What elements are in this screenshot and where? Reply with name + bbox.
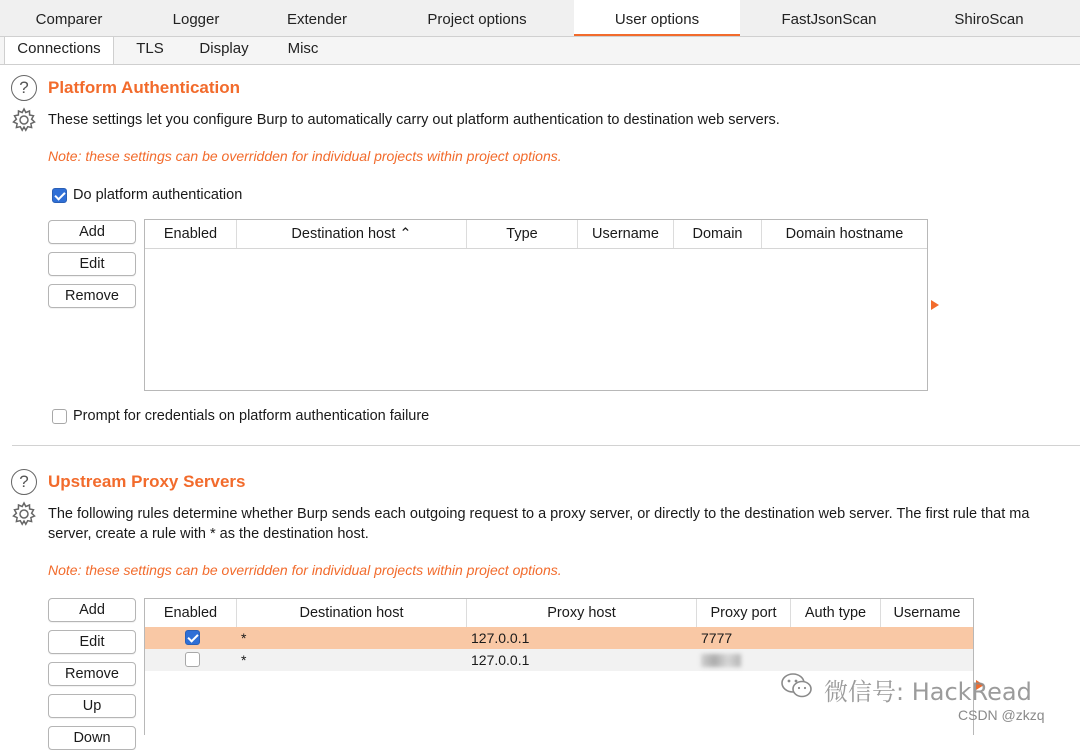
platform-auth-table[interactable] xyxy=(144,219,928,391)
tab-user-options[interactable]: User options xyxy=(574,0,740,36)
tab-shiroscan[interactable]: ShiroScan xyxy=(954,11,1024,28)
table-row[interactable] xyxy=(145,627,973,649)
column-auth-type[interactable]: Auth type xyxy=(791,599,881,627)
column-domain-hostname[interactable]: Domain hostname xyxy=(785,226,904,242)
help-icon[interactable]: ? xyxy=(11,75,37,101)
gear-icon[interactable] xyxy=(10,106,38,134)
upstream-edit-button[interactable]: Edit xyxy=(48,630,136,654)
cell-destination-host: * xyxy=(241,630,247,646)
column-enabled[interactable]: Enabled xyxy=(145,220,237,248)
column-enabled[interactable]: Enabled xyxy=(145,599,237,627)
watermark-text: 微信号: HackRead xyxy=(824,678,1032,706)
table-header xyxy=(145,599,973,628)
upstream-proxy-title: Upstream Proxy Servers xyxy=(48,472,246,491)
redacted-proxy-port xyxy=(701,654,741,667)
sub-tab-bar xyxy=(0,37,1080,65)
column-destination-host[interactable]: Destination host ⌃ xyxy=(237,220,467,248)
tab-project-options[interactable]: Project options xyxy=(427,11,527,28)
subtab-misc[interactable]: Misc xyxy=(287,40,319,57)
table-header xyxy=(145,220,927,249)
do-platform-auth-label: Do platform authentication xyxy=(73,187,243,203)
column-username[interactable]: Username xyxy=(893,605,961,621)
column-destination-host[interactable]: Destination host xyxy=(237,599,467,627)
expand-arrow-icon[interactable] xyxy=(931,300,939,310)
platform-auth-description: These settings let you configure Burp to automatically carry out platform authentication to destination web servers. xyxy=(48,112,780,128)
main-tab-bar xyxy=(0,0,1080,37)
upstream-proxy-table[interactable] xyxy=(144,598,974,735)
tab-extender[interactable]: Extender xyxy=(286,11,348,28)
row-enabled-checkbox[interactable] xyxy=(185,630,200,645)
prompt-credentials-checkbox[interactable] xyxy=(52,409,67,424)
tab-comparer[interactable]: Comparer xyxy=(35,11,103,28)
column-username[interactable]: Username xyxy=(578,220,674,248)
platform-auth-title: Platform Authentication xyxy=(48,78,241,97)
upstream-down-button[interactable]: Down xyxy=(48,726,136,750)
subtab-tls[interactable]: TLS xyxy=(136,40,164,57)
upstream-add-button[interactable]: Add xyxy=(48,598,136,622)
column-domain[interactable]: Domain xyxy=(674,220,762,248)
upstream-proxy-description-line2: server, create a rule with * as the destination host. xyxy=(48,526,369,542)
cell-destination-host: * xyxy=(241,652,247,668)
csdn-tag: CSDN @zkzq xyxy=(958,707,1045,723)
do-platform-auth-checkbox[interactable] xyxy=(52,188,67,203)
upstream-remove-button[interactable]: Remove xyxy=(48,662,136,686)
column-type[interactable]: Type xyxy=(467,220,578,248)
platform-remove-button[interactable]: Remove xyxy=(48,284,136,308)
platform-auth-note: Note: these settings can be overridden for individual projects within project options. xyxy=(48,148,562,164)
upstream-proxy-note: Note: these settings can be overridden for individual projects within project options. xyxy=(48,562,562,578)
subtab-connections[interactable]: Connections xyxy=(4,37,114,64)
wechat-icon xyxy=(780,672,814,700)
platform-add-button[interactable]: Add xyxy=(48,220,136,244)
upstream-up-button[interactable]: Up xyxy=(48,694,136,718)
section-divider xyxy=(12,445,1080,446)
column-proxy-host[interactable]: Proxy host xyxy=(467,599,697,627)
gear-icon[interactable] xyxy=(10,500,38,528)
tab-logger[interactable]: Logger xyxy=(172,11,220,28)
subtab-display[interactable]: Display xyxy=(199,40,249,57)
platform-edit-button[interactable]: Edit xyxy=(48,252,136,276)
upstream-proxy-description-line1: The following rules determine whether Burp sends each outgoing request to a proxy server, or directly to the destination web server. The first rule that ma xyxy=(48,506,1030,522)
tab-fastjsonscan[interactable]: FastJsonScan xyxy=(781,11,877,28)
help-icon[interactable]: ? xyxy=(11,469,37,495)
cell-proxy-port: 7777 xyxy=(701,630,733,646)
cell-proxy-host: 127.0.0.1 xyxy=(471,652,530,668)
cell-proxy-host: 127.0.0.1 xyxy=(471,630,530,646)
table-row[interactable] xyxy=(145,649,973,671)
prompt-credentials-label: Prompt for credentials on platform authentication failure xyxy=(73,408,430,424)
row-enabled-checkbox[interactable] xyxy=(185,652,200,667)
column-proxy-port[interactable]: Proxy port xyxy=(697,599,791,627)
